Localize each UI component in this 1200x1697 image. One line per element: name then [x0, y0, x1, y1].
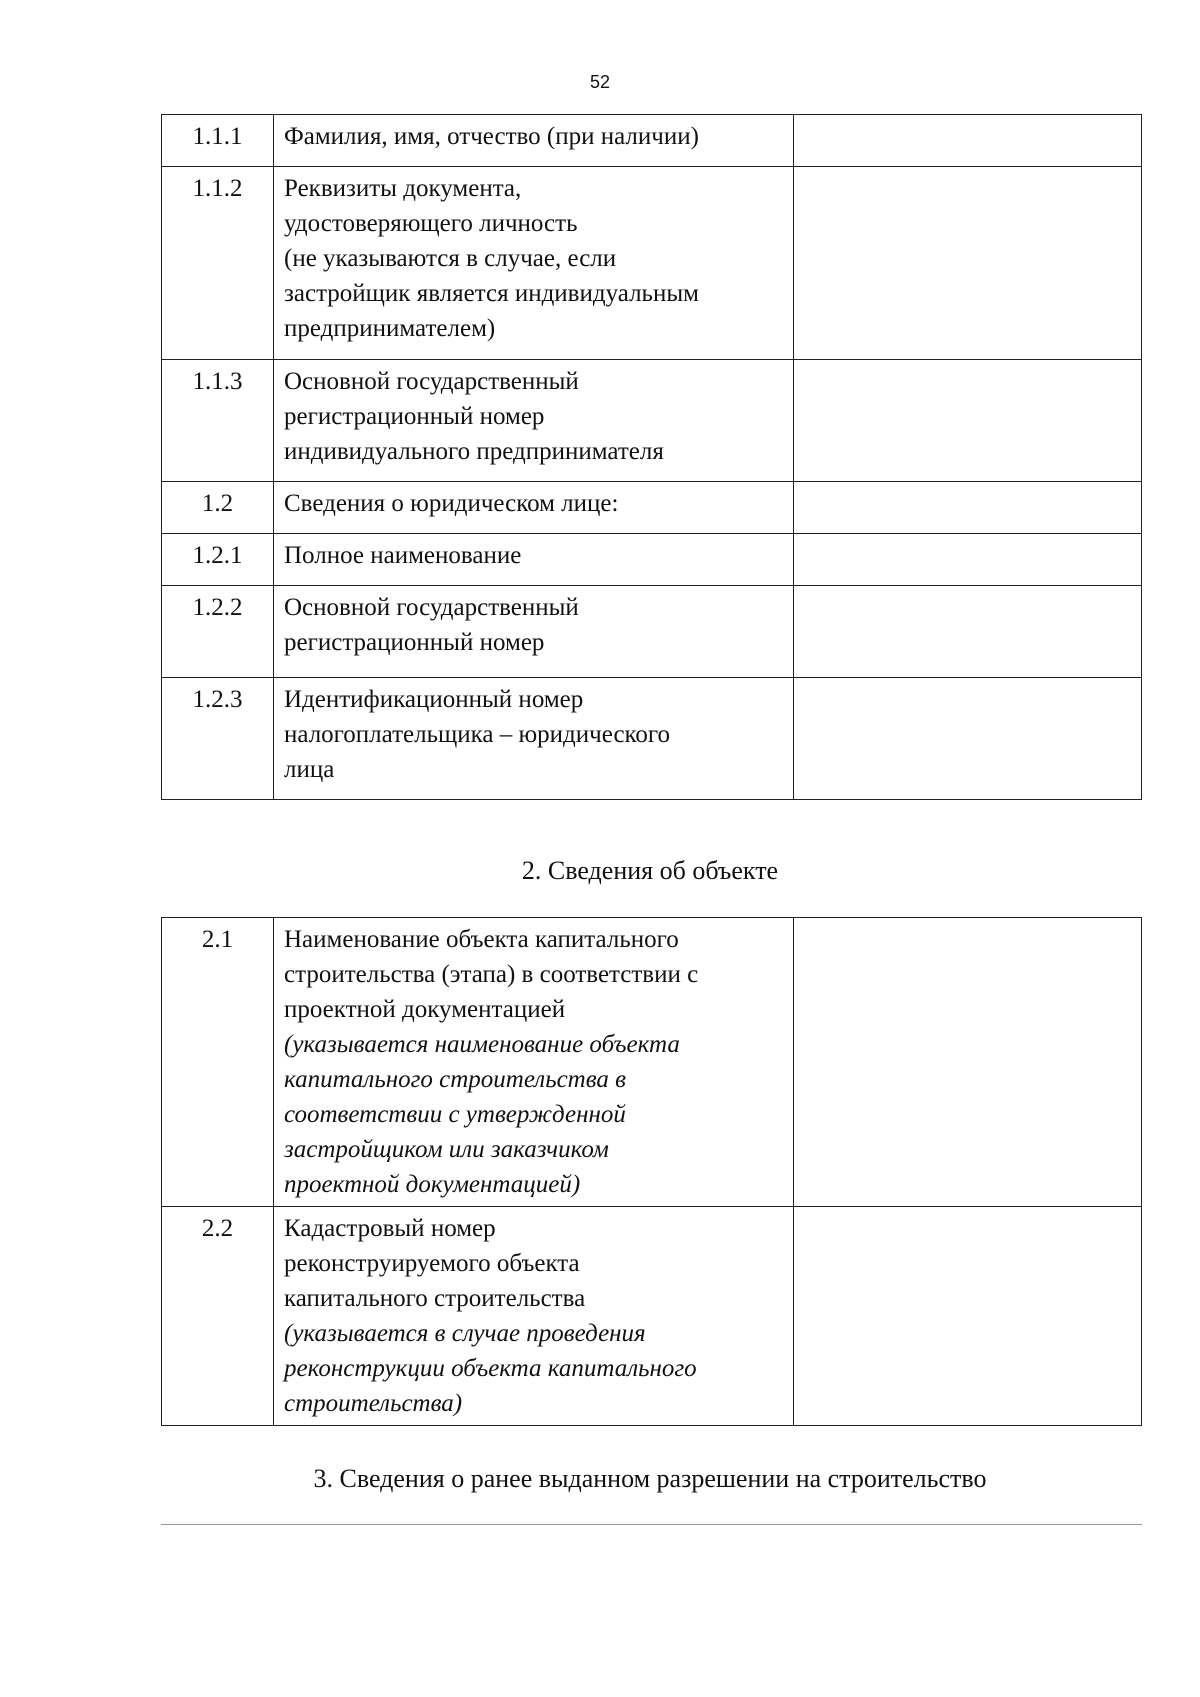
label-line: Полное наименование [284, 542, 522, 569]
row-value-cell[interactable] [794, 534, 1142, 586]
label-line: Наименование объекта капитального [284, 926, 679, 953]
note-line: (указывается наименование объекта [284, 1031, 680, 1058]
label-line: лица [284, 756, 335, 783]
label-line: Основной государственный [284, 594, 579, 621]
note-line: капитального строительства в [284, 1066, 627, 1093]
row-label [274, 586, 794, 678]
table-row [162, 678, 1142, 800]
label-line: Сведения о юридическом лице: [284, 490, 619, 517]
row-number: 1.2 [162, 482, 274, 534]
row-label [274, 1207, 794, 1426]
row-value-cell[interactable] [794, 918, 1142, 1207]
row-label [274, 482, 794, 534]
label-line: капитального строительства [284, 1285, 586, 1312]
note-line: застройщиком или заказчиком [284, 1136, 609, 1163]
table-row [162, 534, 1142, 586]
label-line: Основной государственный [284, 368, 579, 395]
row-number: 1.1.1 [162, 115, 274, 167]
row-number: 2.2 [162, 1207, 274, 1426]
label-line: Кадастровый номер [284, 1215, 496, 1242]
row-value-cell[interactable] [794, 482, 1142, 534]
section-heading-object-info: 2. Сведения об объекте [521, 856, 779, 885]
row-value-cell[interactable] [794, 1207, 1142, 1426]
row-number: 1.2.1 [162, 534, 274, 586]
label-line: застройщик является индивидуальным [284, 280, 699, 307]
divider [161, 1524, 1142, 1525]
row-number: 2.1 [162, 918, 274, 1207]
row-label [274, 534, 794, 586]
table-row [162, 586, 1142, 678]
note-line: проектной документацией) [284, 1171, 581, 1198]
note-line: строительства) [284, 1390, 463, 1417]
label-line: индивидуального предпринимателя [284, 438, 664, 465]
label-line: удостоверяющего личность [284, 210, 578, 237]
row-label [274, 918, 794, 1207]
table-row [162, 115, 1142, 167]
page-number: 52 [589, 72, 611, 92]
label-line: строительства (этапа) в соответствии с [284, 961, 699, 988]
row-number: 1.2.3 [162, 678, 274, 800]
table-row [162, 918, 1142, 1207]
note-line: реконструкции объекта капитального [284, 1355, 697, 1382]
label-line: (не указываются в случае, если [284, 245, 617, 272]
row-value-cell[interactable] [794, 586, 1142, 678]
row-value-cell[interactable] [794, 360, 1142, 482]
label-line: Фамилия, имя, отчество (при наличии) [284, 123, 699, 150]
label-line: налогоплательщика – юридического [284, 721, 671, 748]
row-number: 1.2.2 [162, 586, 274, 678]
label-line: регистрационный номер [284, 629, 545, 656]
row-label [274, 115, 794, 167]
row-number: 1.1.3 [162, 360, 274, 482]
row-label [274, 360, 794, 482]
note-line: соответствии с утвержденной [284, 1101, 626, 1128]
table-row [162, 167, 1142, 360]
row-value-cell[interactable] [794, 678, 1142, 800]
label-line: предпринимателем) [284, 315, 496, 342]
label-line: реконструируемого объекта [284, 1250, 580, 1277]
table-row [162, 482, 1142, 534]
label-line: регистрационный номер [284, 403, 545, 430]
table-row [162, 360, 1142, 482]
object-info-table [161, 917, 1142, 1426]
label-line: проектной документацией [284, 996, 566, 1023]
note-line: (указывается в случае проведения [284, 1320, 646, 1347]
section-heading-previous-permit: 3. Сведения о ранее выданном разрешении на строительство [313, 1464, 987, 1493]
row-label [274, 678, 794, 800]
applicant-info-table [161, 114, 1142, 800]
row-value-cell[interactable] [794, 167, 1142, 360]
table-row [162, 1207, 1142, 1426]
label-line: Идентификационный номер [284, 686, 584, 713]
row-label [274, 167, 794, 360]
row-value-cell[interactable] [794, 115, 1142, 167]
row-number: 1.1.2 [162, 167, 274, 360]
label-line: Реквизиты документа, [284, 175, 522, 202]
